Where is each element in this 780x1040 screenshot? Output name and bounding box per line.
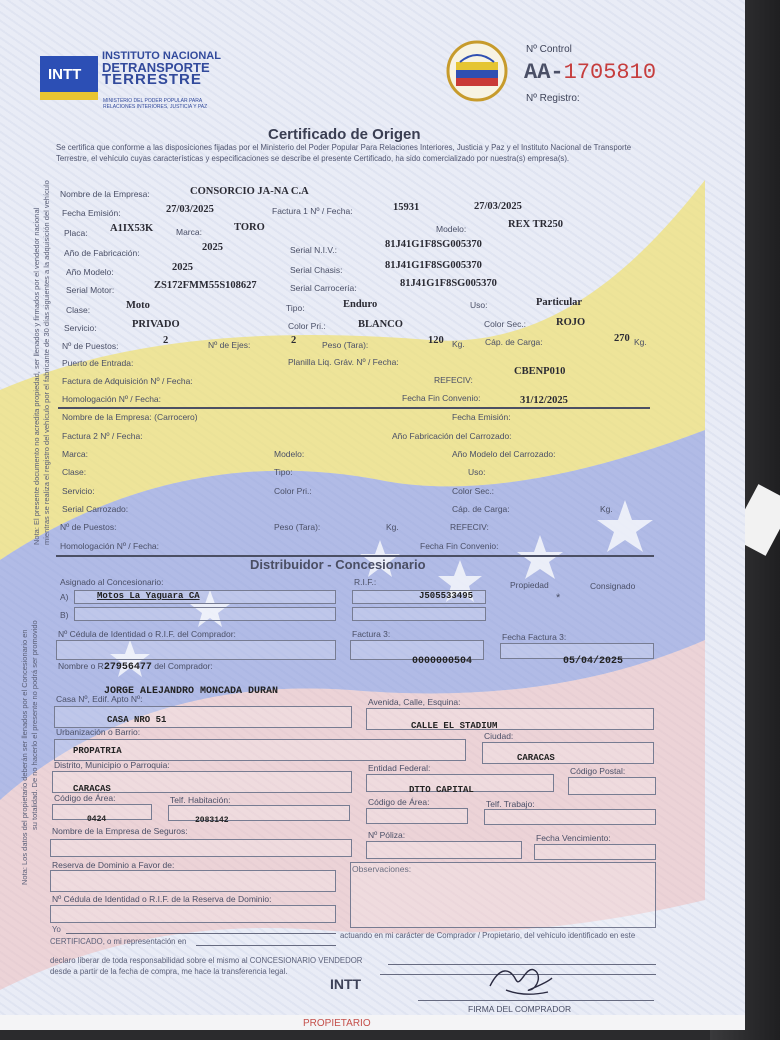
asignado-label: Asignado al Concesionario: <box>60 577 164 587</box>
control-number <box>524 60 656 85</box>
intt-logo-text: INTT <box>48 66 82 83</box>
urbanizacion-label: Urbanización o Barrio: <box>56 727 141 737</box>
ejes-label: Nº de Ejes: <box>208 340 251 350</box>
rif-label: R.I.F.: <box>354 577 377 587</box>
cedula-comprador-field[interactable] <box>56 640 336 660</box>
fecha-emision-value: 27/03/2025 <box>166 204 214 215</box>
intt-logo <box>40 56 98 100</box>
concesionario-a-value: Motos La Yaguara CA <box>97 591 200 601</box>
empresa-label: Nombre de la Empresa: <box>60 189 150 199</box>
uso-value: Particular <box>536 297 583 308</box>
cedula-reserva-field[interactable] <box>50 905 336 923</box>
side-note-1: Nota: Los datos del propietario deberán ser llenados por el Concesionario en <box>20 629 29 885</box>
venezuela-seal-icon <box>444 40 510 102</box>
seguros-label: Nombre de la Empresa de Seguros: <box>52 826 188 836</box>
avenida-label: Avenida, Calle, Esquina: <box>368 697 461 707</box>
modelo-value: REX TR250 <box>508 219 563 230</box>
concesionario-a-field[interactable] <box>74 590 336 604</box>
puestos-label: Nº de Puestos: <box>62 341 119 351</box>
refeciv-label: REFECIV: <box>434 375 473 385</box>
comprador-name: JORGE ALEJANDRO MONCADA DURAN <box>104 686 279 697</box>
ejes-value: 2 <box>291 335 297 346</box>
vencimiento-label: Fecha Vencimiento: <box>536 833 611 843</box>
consignado-label: Consignado <box>590 581 636 591</box>
tipo-label: Tipo: <box>286 303 305 313</box>
copy-label: PROPIETARIO <box>303 1018 371 1029</box>
carrocero-clase-label: Clase: <box>62 467 87 477</box>
placa-value: A1IX53K <box>110 223 154 234</box>
carrocero-color-sec-label: Color Sec.: <box>452 486 495 496</box>
control-prefix: AA- <box>524 60 564 85</box>
carrocero-refeciv-label: REFECIV: <box>450 522 489 532</box>
reserva-label: Reserva de Dominio a Favor de: <box>52 860 175 870</box>
serial-chasis-label: Serial Chasis: <box>290 265 343 275</box>
telf-hab-label: Telf. Habitación: <box>170 795 231 805</box>
uso-label: Uso: <box>470 300 488 310</box>
carrocero-puestos-label: Nº de Puestos: <box>60 522 117 532</box>
telf-trabajo-field[interactable] <box>484 809 656 825</box>
carrocero-servicio-label: Servicio: <box>62 486 95 496</box>
carrocero-empresa-label: Nombre de la Empresa: (Carrocero) <box>62 412 198 422</box>
observaciones-field[interactable] <box>350 862 656 928</box>
cedula-comprador-value: 27956477 <box>103 662 152 673</box>
carrocero-color-pri-label: Color Pri.: <box>274 486 312 496</box>
ministry-text: MINISTERIO DEL PODER POPULAR PARA RELACIONES INTERIORES, JUSTICIA Y PAZ <box>103 98 208 110</box>
poliza-label: Nº Póliza: <box>368 830 406 840</box>
telf-hab-value: 2083142 <box>195 816 229 825</box>
avenida-field[interactable] <box>366 708 654 730</box>
carrocero-anio-modelo-label: Año Modelo del Carrozado: <box>452 449 556 459</box>
avenida-value: CALLE EL STADIUM <box>411 721 498 731</box>
puerto-label: Puerto de Entrada: <box>62 358 134 368</box>
servicio-label: Servicio: <box>64 323 97 333</box>
concesionario-b-label: B) <box>60 610 69 620</box>
planilla-label: Planilla Liq. Gráv. Nº / Fecha: <box>288 357 399 367</box>
color-pri-label: Color Pri.: <box>288 321 326 331</box>
institute-name-line-3: TERRESTRE <box>102 71 202 88</box>
intro-text: Se certifica que conforme a las disposiciones fijadas por el Ministerio del Poder Popular Para Relaciones Interiores, Justicia y Paz y el Instituto Nacional de Transporte Terrestre, el vehículo cuyas características y especificaciones se describe el presente Certificado, ha sido comercializado por nuestra(s) empresa(s). <box>56 143 632 163</box>
urbanizacion-field[interactable] <box>54 739 466 761</box>
side-note-3: Nota: El presente documento no acredita propiedad, ser llenados y firmados por el vendedor nacional <box>32 207 41 545</box>
serial-chasis-value: 81J41G1F8SG005370 <box>385 260 482 271</box>
poliza-field[interactable] <box>366 841 522 859</box>
nombre-comprador-label-part-2: del Comprador: <box>151 661 213 671</box>
peso-unit: Kg. <box>452 339 465 349</box>
anio-fabricacion-label: Año de Fabricación: <box>64 248 140 258</box>
modelo-label: Modelo: <box>436 224 467 234</box>
serial-niv-label: Serial N.I.V.: <box>290 245 337 255</box>
casa-field[interactable] <box>54 706 352 728</box>
tipo-value: Enduro <box>343 299 378 310</box>
institute-name-line-2: DETRANSPORTE <box>102 60 210 75</box>
yo-line <box>66 933 336 934</box>
carrocero-anio-fab-label: Año Fabricación del Carrozado: <box>392 431 512 441</box>
factura3-label: Factura 3: <box>352 629 391 639</box>
cod-area-field[interactable] <box>52 804 152 824</box>
postal-label: Código Postal: <box>570 766 626 776</box>
legal-line-1-right: actuando en mi carácter de Comprador / Propietario, del vehículo identificado en este <box>340 931 636 940</box>
telf-trabajo-label: Telf. Trabajo: <box>486 799 535 809</box>
section-divider <box>58 407 650 409</box>
fecha-emision-label: Fecha Emisión: <box>62 208 121 218</box>
carrocero-uso-label: Uso: <box>468 467 486 477</box>
intt-footer: INTT <box>330 976 362 992</box>
entidad-field[interactable] <box>366 774 554 795</box>
urbanizacion-value: PROPATRIA <box>73 746 122 756</box>
carrocero-modelo-label: Modelo: <box>274 449 305 459</box>
factura-number: 15931 <box>393 202 420 213</box>
concesionario-a-label: A) <box>60 592 69 602</box>
carrocero-homologacion-label: Homologación Nº / Fecha: <box>60 541 160 551</box>
carrocero-fecha-fin-label: Fecha Fin Convenio: <box>420 541 499 551</box>
entidad-label: Entidad Federal: <box>368 763 431 773</box>
placa-label: Placa: <box>64 228 88 238</box>
color-pri-value: BLANCO <box>358 319 403 330</box>
postal-field[interactable] <box>568 777 656 795</box>
telf-hab-field[interactable] <box>168 805 350 825</box>
signature-image <box>486 960 556 1000</box>
color-sec-value: ROJO <box>556 317 586 328</box>
carrocero-tipo-label: Tipo: <box>274 467 293 477</box>
side-note-4: mientras se realiza el registro del vehículo por el fabricante de 30 días siguientes a la adquisición del vehículo <box>42 180 51 545</box>
anio-fabricacion-value: 2025 <box>202 242 223 253</box>
serial-motor-value: ZS172FMM55S108627 <box>154 280 257 291</box>
servicio-value: PRIVADO <box>132 319 180 330</box>
marca-label: Marca: <box>176 227 202 237</box>
carrocero-carga-label: Cáp. de Carga: <box>452 504 510 514</box>
puestos-value: 2 <box>163 335 169 346</box>
serial-niv-value: 81J41G1F8SG005370 <box>385 239 482 250</box>
cedula-reserva-label: Nº Cédula de Identidad o R.I.F. de la Reserva de Dominio: <box>52 894 272 904</box>
reserva-field[interactable] <box>50 870 336 892</box>
firma-label: FIRMA DEL COMPRADOR <box>468 1004 572 1014</box>
factura-date: 27/03/2025 <box>474 201 522 212</box>
anio-modelo-value: 2025 <box>172 262 193 273</box>
observaciones-label: Observaciones: <box>352 864 412 874</box>
fecha-factura3-label: Fecha Factura 3: <box>502 632 567 642</box>
carrocero-factura-label: Factura 2 Nº / Fecha: <box>62 431 143 441</box>
fecha-fin-label: Fecha Fin Convenio: <box>402 393 481 403</box>
clase-value: Moto <box>126 300 150 311</box>
cod-area-value: 0424 <box>87 815 107 824</box>
nombre-comprador-label-part-1: Nombre o R <box>58 661 104 671</box>
factura3-value: 0000000504 <box>412 656 473 667</box>
ciudad-field[interactable] <box>482 742 654 764</box>
homologacion-label: Homologación Nº / Fecha: <box>62 394 162 404</box>
concesionario-b-field[interactable] <box>74 607 336 621</box>
distribuidor-title: Distribuidor - Concesionario <box>250 557 426 572</box>
cedula-comprador-label: Nº Cédula de Identidad o R.I.F. del Comprador: <box>58 629 236 639</box>
distrito-label: Distrito, Municipio o Parroquia: <box>54 760 170 770</box>
legal-line-1-left: CERTIFICADO, o mi representación en <box>50 937 187 946</box>
carrocero-peso-label: Peso (Tara): <box>274 522 321 532</box>
vencimiento-field[interactable] <box>534 844 656 860</box>
concesionario-b-rif-field[interactable] <box>352 607 486 621</box>
carga-unit: Kg. <box>634 337 647 347</box>
fecha-fin-value: 31/12/2025 <box>520 395 568 406</box>
carrocero-fecha-emision-label: Fecha Emisión: <box>452 412 511 422</box>
institute-name-line-1: INSTITUTO NACIONAL <box>102 50 221 62</box>
concesionario-a-rif-field[interactable] <box>352 590 486 604</box>
control-digits: 1705810 <box>563 60 657 85</box>
serial-carroceria-value: 81J41G1F8SG005370 <box>400 278 497 289</box>
peso-label: Peso (Tara): <box>322 340 369 350</box>
legal-line-2: declaro liberar de toda responsabilidad sobre el mismo al CONCESIONARIO VENDEDOR <box>50 956 363 965</box>
seguros-field[interactable] <box>50 839 352 857</box>
empresa-value: CONSORCIO JA-NA C.A <box>190 186 309 197</box>
casa-value: CASA NRO 51 <box>107 715 167 725</box>
ciudad-label: Ciudad: <box>484 731 514 741</box>
propiedad-label: Propiedad <box>510 580 549 590</box>
cod-area2-label: Código de Área: <box>368 797 430 807</box>
carrocero-carga-unit: Kg. <box>600 504 613 514</box>
institute-name <box>102 50 221 86</box>
legal-line-3: desde a partir de la fecha de compra, me hace la transferencia legal. <box>50 967 288 976</box>
carrocero-serial-label: Serial Carrozado: <box>62 504 129 514</box>
distrito-field[interactable] <box>52 771 352 793</box>
control-label: Nº Control <box>526 44 572 55</box>
casa-label: Casa Nº, Edif. Apto Nº: <box>56 694 143 704</box>
fecha-adquisicion-label: Factura de Adquisición Nº / Fecha: <box>62 376 193 386</box>
clase-label: Clase: <box>66 305 91 315</box>
yo-label: Yo <box>52 925 61 934</box>
serial-motor-label: Serial Motor: <box>66 285 115 295</box>
factura-label: Factura 1 Nº / Fecha: <box>272 206 353 216</box>
ciudad-value: CARACAS <box>517 753 555 763</box>
copy-strip <box>0 1015 745 1030</box>
concesionario-a-rif: J505533495 <box>419 591 474 601</box>
refeciv-value: CBENP010 <box>514 366 566 377</box>
representante-line <box>196 945 336 946</box>
carga-value: 270 <box>614 333 630 344</box>
document-title: Certificado de Origen <box>268 126 421 143</box>
carrocero-peso-unit: Kg. <box>386 522 399 532</box>
serial-carroceria-label: Serial Carrocería: <box>290 283 357 293</box>
color-sec-label: Color Sec.: <box>484 319 527 329</box>
cod-area-label: Código de Área: <box>54 793 116 803</box>
registro-label: Nº Registro: <box>526 93 580 104</box>
entidad-value: DTTO CAPITAL <box>409 785 474 795</box>
anio-modelo-label: Año Modelo: <box>66 267 114 277</box>
propiedad-mark: * <box>556 592 561 604</box>
marca-value: TORO <box>234 222 265 233</box>
distrito-value: CARACAS <box>73 784 111 794</box>
cod-area2-field[interactable] <box>366 808 468 824</box>
carga-label: Cáp. de Carga: <box>485 337 543 347</box>
fecha-factura3-value: 05/04/2025 <box>563 656 624 667</box>
firma-line <box>418 1000 654 1001</box>
side-note-2: su totalidad. De no hacerlo el presente no podrá ser promovido <box>30 620 39 830</box>
carrocero-marca-label: Marca: <box>62 449 88 459</box>
nombre-comprador-label <box>58 661 213 673</box>
peso-value: 120 <box>428 335 444 346</box>
